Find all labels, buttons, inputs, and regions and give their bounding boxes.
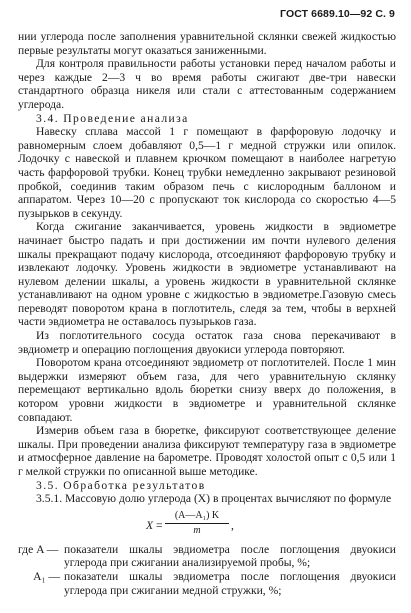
formula-numerator: (A—A₁) K xyxy=(174,509,220,521)
formula-equals: = xyxy=(156,518,163,532)
formula-trailing: , xyxy=(231,518,234,532)
paragraph: Из поглотительного сосуда остаток газа снова перекачивают в эвдиометр и операцию поглощения двуокиси углерода повторяют. xyxy=(18,329,396,356)
formula-denominator: m xyxy=(193,524,201,536)
paragraph: Для контроля правильности работы установки перед началом работы и через каждые 2—3 ч во время работы сжигают две-три навески стандартного образца никеля или стали с аттестованным содержанием углерода. xyxy=(18,57,396,111)
section-heading: 3.4. Проведение анализа xyxy=(36,111,189,125)
definition-text: показатели шкалы эвдиометра после поглощения двуокиси углерода при сжигании медной стружки, %; xyxy=(64,569,396,597)
section-heading: 3.5. Обработка результатов xyxy=(36,478,206,492)
formula xyxy=(18,510,396,540)
definition-item xyxy=(18,543,396,570)
document-body xyxy=(18,30,396,597)
definition-symbol: где A — xyxy=(18,542,59,556)
definition-symbol: A₁ — xyxy=(33,569,60,583)
page-header: ГОСТ 6689.10—92 С. 9 xyxy=(280,8,395,20)
paragraph: Измерив объем газа в бюретке, фиксируют соответствующее деление шкалы. При проведении анализа фиксируют температуру газа в эвдиометре и атмосферное давление на барометре. Проводят холостой опыт с 0,5 или 1 г мелкой стружки по описанной выше методике. xyxy=(18,424,396,478)
definitions-list xyxy=(18,543,396,597)
paragraph: Поворотом крана отсоединяют эвдиометр от поглотителей. После 1 мин выдержки измеряют объем газа, для чего уравнительную склянку перемещают вертикально вдоль бюретки снизу вверх до положения, в котором уровни жидкости в эвдиометре и уравнительной склянке совпадают. xyxy=(18,356,396,424)
fraction-bar xyxy=(165,523,229,524)
definition-text: показатели шкалы эвдиометра после поглощения двуокиси углерода при сжигании анализируемой пробы, %; xyxy=(64,542,396,570)
formula-fraction xyxy=(165,510,229,537)
paragraph: 3.5.1. Массовую долю углерода (X) в процентах вычисляют по формуле xyxy=(36,492,392,506)
paragraph: Навеску сплава массой 1 г помещают в фарфоровую лодочку и равномерным слоем добавляют 0,5—1 г медной стружки или опилок. Лодочку с навеской и плавнем крючком помещают в наиболее нагретую часть фарфоровой трубки. Конец трубки немедленно закрывают резиновой пробкой, соединив таким образом печь с кислородным баллоном и аппаратом. Через 10—20 с пропускают ток кислорода со скоростью 4—5 пузырьков в секунду. xyxy=(18,125,396,220)
paragraph: Когда сжигание заканчивается, уровень жидкости в эвдиометре начинает быстро падать и при достижении им почти нулевого деления шкалы прекращают подачу кислорода, отсоединяют фарфоровую трубку и извлекают лодочку. Уровень жидкости в эвдиометре устанавливают на нулевом делении шкалы, а уровень жидкости в уравнительной склянке устанавливают на одном уровне с жидкостью в эвдиометре.Газовую смесь переводят поворотом крана в поглотитель, следя за тем, чтобы в верхней части эвдиометра не оставалось пузырьков газа. xyxy=(18,220,396,329)
formula-lhs: X xyxy=(146,518,154,532)
paragraph: нии углерода после заполнения уравнительной склянки свежей жидкостью первые результаты могут оказаться заниженными. xyxy=(18,30,396,57)
definition-item xyxy=(18,570,396,597)
